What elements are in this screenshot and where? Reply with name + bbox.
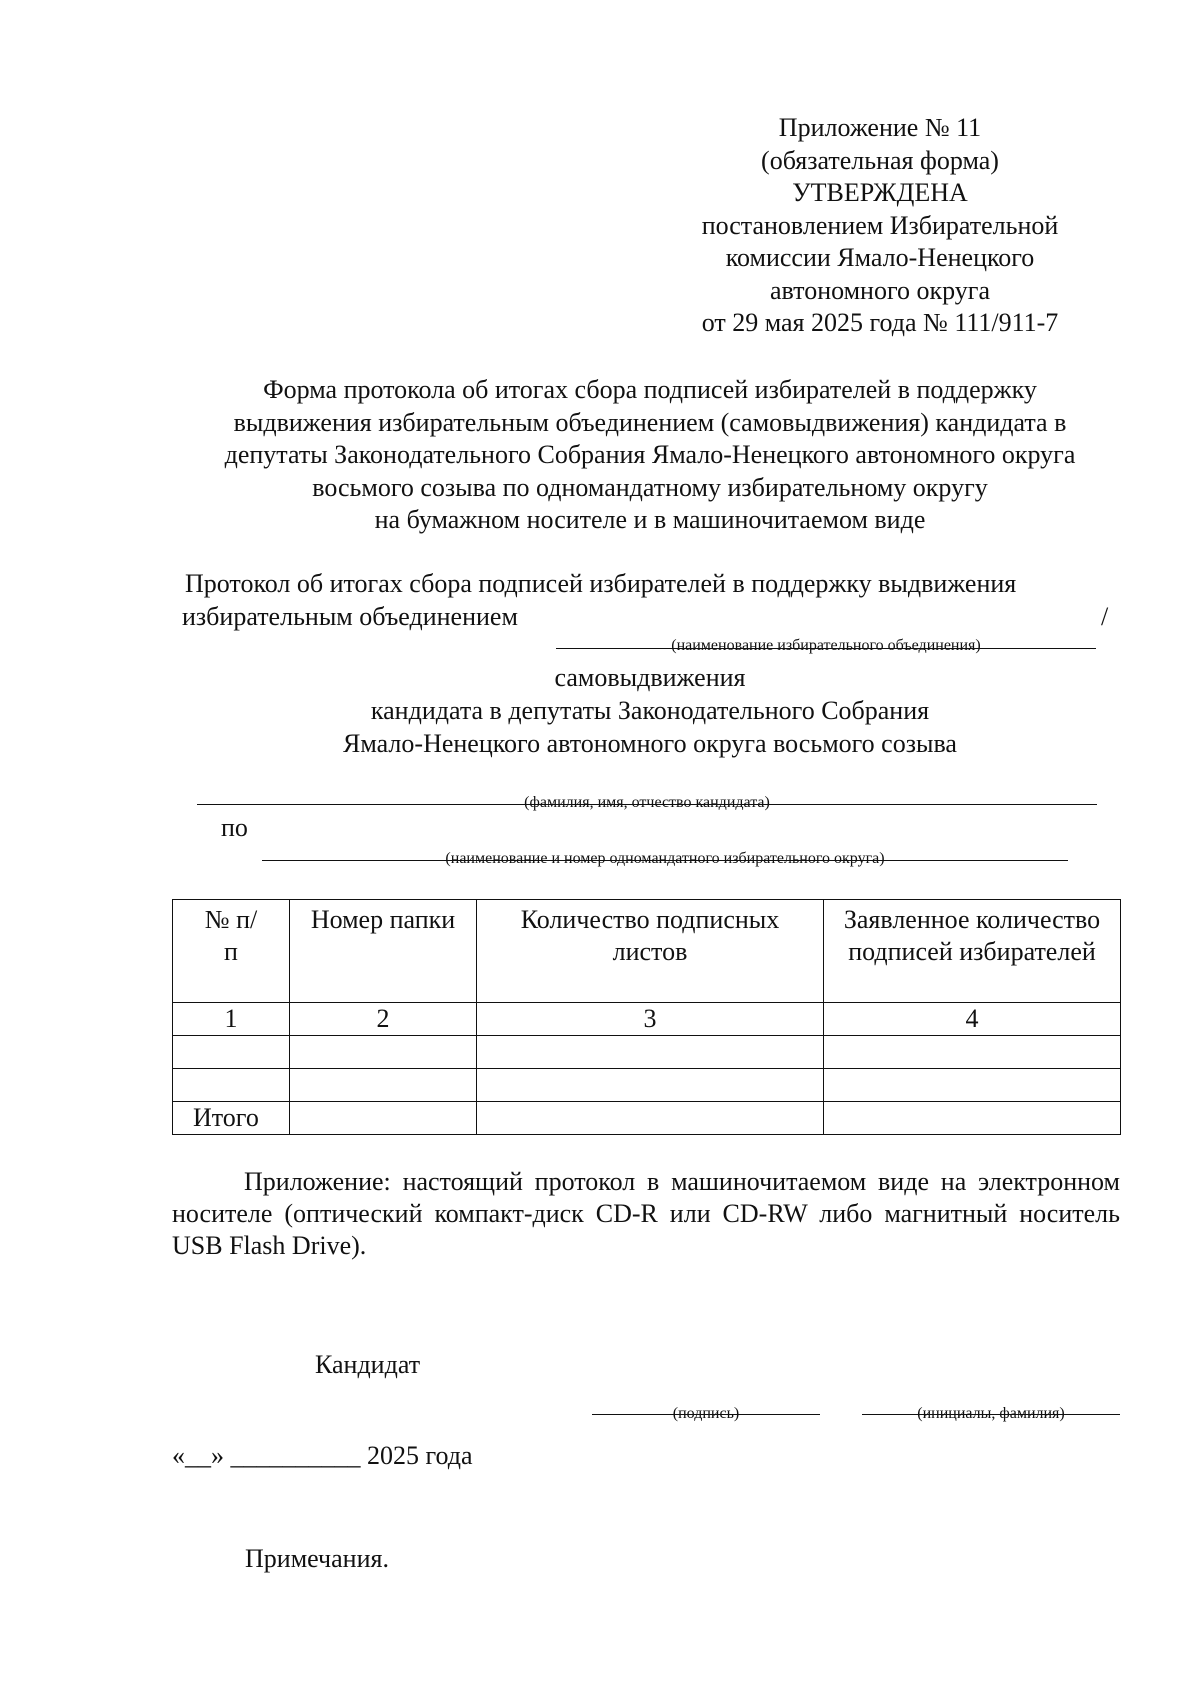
table-row <box>173 1069 1121 1102</box>
table-header-row <box>173 900 1121 1003</box>
table-cell[interactable] <box>824 1069 1121 1102</box>
candidate-caption: (фамилия, имя, отчество кандидата) <box>524 794 770 811</box>
table-cell[interactable] <box>477 1102 824 1135</box>
table-cell[interactable] <box>290 1102 477 1135</box>
table-cell[interactable] <box>290 1036 477 1069</box>
date-line: «__» __________ 2025 года <box>172 1441 473 1470</box>
approval-line: автономного округа <box>770 275 990 305</box>
appendix-paragraph <box>172 1166 1120 1262</box>
notes-label: Примечания. <box>245 1544 389 1573</box>
approval-block <box>640 112 1120 340</box>
table-cell[interactable] <box>477 1069 824 1102</box>
po-label: по <box>221 813 248 842</box>
protocol-subtitle-line: Ямало-Ненецкого автономного округа восьмого созыва <box>343 729 957 758</box>
table-cell[interactable] <box>824 1102 1121 1135</box>
table-cell[interactable] <box>173 1036 290 1069</box>
approval-line: УТВЕРЖДЕНА <box>792 178 968 207</box>
header-label: Количество подписных листов <box>520 905 780 966</box>
table-cell[interactable] <box>290 1069 477 1102</box>
protocol-heading-line: Протокол об итогах сбора подписей избирателей в поддержку выдвижения <box>185 569 1017 598</box>
table-row <box>173 1003 1121 1036</box>
table-header: Номер папки <box>290 900 477 1003</box>
table-cell[interactable] <box>824 1036 1121 1069</box>
signature-caption: (подпись) <box>672 1405 740 1422</box>
appendix-text: Приложение: настоящий протокол в машиночитаемом виде на электронном носителе (оптический компакт-диск CD-R или CD-RW либо магнитный носитель USB Flash Drive). <box>172 1167 1120 1260</box>
approval-line: постановлением Избирательной <box>701 210 1059 240</box>
protocol-subtitle-line: кандидата в депутаты Законодательного Собрания <box>370 696 930 725</box>
approval-line: Приложение № 11 <box>778 113 982 142</box>
table-header <box>173 900 290 1003</box>
table-cell: 4 <box>824 1003 1121 1036</box>
initials-surname-caption: (инициалы, фамилия) <box>917 1405 1065 1422</box>
slash-separator: / <box>1101 602 1109 631</box>
table-header: Заявленное количество подписей избирателей <box>824 900 1121 1003</box>
approval-line: (обязательная форма) <box>761 145 999 175</box>
district-caption: (наименование и номер одномандатного избирательного округа) <box>445 850 885 867</box>
association-caption: (наименование избирательного объединения) <box>671 637 981 654</box>
table-cell: 2 <box>290 1003 477 1036</box>
table-total-row <box>173 1102 1121 1135</box>
form-title <box>160 374 1140 537</box>
table-header <box>477 900 824 1003</box>
form-title-line: выдвижения избирательным объединением (самовыдвижения) кандидата в <box>233 407 1067 437</box>
approval-line: комиссии Ямало-Ненецкого <box>725 243 1035 272</box>
table-cell[interactable] <box>477 1036 824 1069</box>
signature-table <box>172 899 1121 1135</box>
form-title-line: Форма протокола об итогах сбора подписей избирателей в поддержку <box>263 375 1037 404</box>
form-title-line: восьмого созыва по одномандатному избирательному округу <box>312 472 988 502</box>
table-row <box>173 1036 1121 1069</box>
candidate-label: Кандидат <box>315 1350 421 1379</box>
form-title-line: депутаты Законодательного Собрания Ямало-Ненецкого автономного округа <box>224 440 1076 469</box>
table-cell: 1 <box>173 1003 290 1036</box>
table-cell: 3 <box>477 1003 824 1036</box>
form-title-line: на бумажном носителе и в машиночитаемом виде <box>374 505 926 534</box>
header-label: № п/п <box>204 905 258 966</box>
protocol-heading-line: избирательным объединением <box>182 602 518 631</box>
total-label: Итого <box>173 1102 290 1135</box>
table-cell[interactable] <box>173 1069 290 1102</box>
protocol-subtitle-line: самовыдвижения <box>554 663 746 692</box>
protocol-subtitle <box>160 662 1140 761</box>
approval-line: от 29 мая 2025 года № 111/911-7 <box>701 308 1059 337</box>
